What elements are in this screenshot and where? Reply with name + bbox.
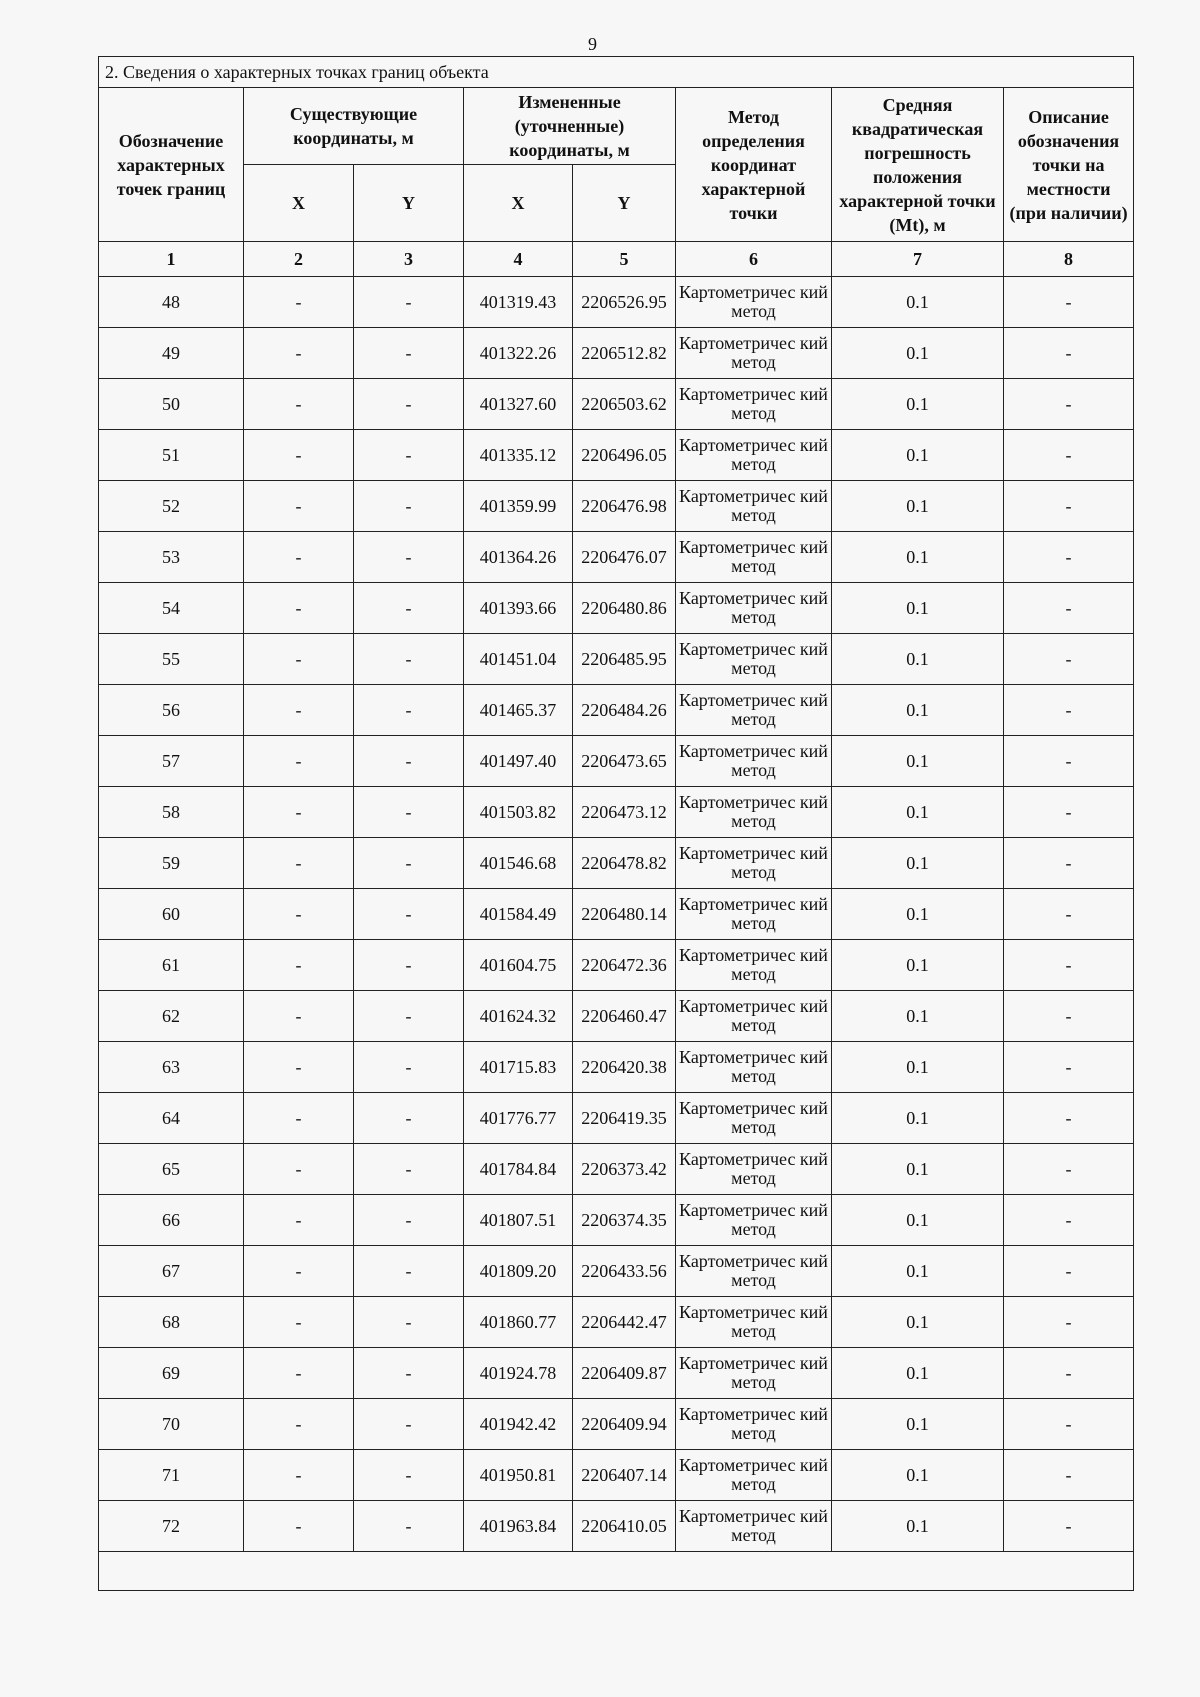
description-cell: -: [1004, 685, 1134, 736]
changed-y-cell: 2206473.65: [573, 736, 676, 787]
table-row: [99, 379, 1134, 430]
point-number-cell: 49: [99, 328, 244, 379]
changed-y-cell: 2206373.42: [573, 1144, 676, 1195]
existing-x-cell: -: [244, 277, 354, 328]
changed-y-cell: 2206496.05: [573, 430, 676, 481]
existing-x-cell: -: [244, 1399, 354, 1450]
method-cell: Картометричес кий метод: [676, 736, 832, 787]
existing-y-cell: -: [354, 1246, 464, 1297]
changed-x-cell: 401942.42: [464, 1399, 573, 1450]
existing-x-cell: -: [244, 685, 354, 736]
table-row: [99, 1501, 1134, 1552]
existing-x-cell: -: [244, 940, 354, 991]
existing-x-cell: -: [244, 481, 354, 532]
error-cell: 0.1: [832, 838, 1004, 889]
table-row: [99, 1399, 1134, 1450]
error-cell: 0.1: [832, 379, 1004, 430]
existing-x-cell: -: [244, 889, 354, 940]
description-cell: -: [1004, 1195, 1134, 1246]
changed-y-cell: 2206480.14: [573, 889, 676, 940]
error-cell: 0.1: [832, 1195, 1004, 1246]
method-cell: Картометричес кий метод: [676, 328, 832, 379]
description-cell: -: [1004, 532, 1134, 583]
changed-x-cell: 401604.75: [464, 940, 573, 991]
table-row: [99, 328, 1134, 379]
point-number-cell: 61: [99, 940, 244, 991]
existing-y-cell: -: [354, 277, 464, 328]
existing-y-cell: -: [354, 1348, 464, 1399]
existing-x-cell: -: [244, 1450, 354, 1501]
method-cell: Картометричес кий метод: [676, 991, 832, 1042]
column-number: 6: [676, 242, 832, 277]
description-cell: -: [1004, 583, 1134, 634]
point-number-cell: 60: [99, 889, 244, 940]
header-existing-coords: Существующие координаты, м: [244, 88, 464, 165]
description-cell: -: [1004, 1501, 1134, 1552]
changed-y-cell: 2206419.35: [573, 1093, 676, 1144]
description-cell: -: [1004, 379, 1134, 430]
existing-x-cell: -: [244, 1042, 354, 1093]
existing-y-cell: -: [354, 328, 464, 379]
point-number-cell: 58: [99, 787, 244, 838]
existing-y-cell: -: [354, 1042, 464, 1093]
changed-y-cell: 2206420.38: [573, 1042, 676, 1093]
header-method: Метод определения координат характерной точки: [676, 88, 832, 242]
existing-y-cell: -: [354, 430, 464, 481]
method-cell: Картометричес кий метод: [676, 940, 832, 991]
existing-x-cell: -: [244, 1144, 354, 1195]
existing-x-cell: -: [244, 532, 354, 583]
changed-x-cell: 401807.51: [464, 1195, 573, 1246]
point-number-cell: 65: [99, 1144, 244, 1195]
existing-y-cell: -: [354, 379, 464, 430]
method-cell: Картометричес кий метод: [676, 889, 832, 940]
existing-y-cell: -: [354, 787, 464, 838]
changed-x-cell: 401924.78: [464, 1348, 573, 1399]
existing-y-cell: -: [354, 1195, 464, 1246]
error-cell: 0.1: [832, 1348, 1004, 1399]
method-cell: Картометричес кий метод: [676, 634, 832, 685]
error-cell: 0.1: [832, 889, 1004, 940]
table-row: [99, 634, 1134, 685]
table-row: [99, 277, 1134, 328]
table-row: [99, 1195, 1134, 1246]
changed-x-cell: 401963.84: [464, 1501, 573, 1552]
column-number: 4: [464, 242, 573, 277]
table-row: [99, 787, 1134, 838]
changed-y-cell: 2206460.47: [573, 991, 676, 1042]
header-changed-x: X: [464, 165, 573, 242]
point-number-cell: 55: [99, 634, 244, 685]
changed-y-cell: 2206484.26: [573, 685, 676, 736]
method-cell: Картометричес кий метод: [676, 1144, 832, 1195]
changed-x-cell: 401364.26: [464, 532, 573, 583]
description-cell: -: [1004, 277, 1134, 328]
point-number-cell: 69: [99, 1348, 244, 1399]
description-cell: -: [1004, 634, 1134, 685]
method-cell: Картометричес кий метод: [676, 1246, 832, 1297]
changed-y-cell: 2206442.47: [573, 1297, 676, 1348]
error-cell: 0.1: [832, 787, 1004, 838]
empty-footer-row: [99, 1552, 1134, 1591]
existing-y-cell: -: [354, 991, 464, 1042]
method-cell: Картометричес кий метод: [676, 1501, 832, 1552]
changed-x-cell: 401809.20: [464, 1246, 573, 1297]
existing-x-cell: -: [244, 1246, 354, 1297]
error-cell: 0.1: [832, 685, 1004, 736]
error-cell: 0.1: [832, 1297, 1004, 1348]
point-number-cell: 70: [99, 1399, 244, 1450]
existing-y-cell: -: [354, 1450, 464, 1501]
column-number: 3: [354, 242, 464, 277]
method-cell: Картометричес кий метод: [676, 685, 832, 736]
error-cell: 0.1: [832, 1093, 1004, 1144]
changed-y-cell: 2206478.82: [573, 838, 676, 889]
changed-x-cell: 401322.26: [464, 328, 573, 379]
boundary-points-table: [98, 56, 1134, 1591]
table-row: [99, 889, 1134, 940]
existing-y-cell: -: [354, 1297, 464, 1348]
existing-x-cell: -: [244, 787, 354, 838]
existing-y-cell: -: [354, 532, 464, 583]
point-number-cell: 56: [99, 685, 244, 736]
changed-x-cell: 401503.82: [464, 787, 573, 838]
changed-y-cell: 2206526.95: [573, 277, 676, 328]
changed-y-cell: 2206473.12: [573, 787, 676, 838]
point-number-cell: 59: [99, 838, 244, 889]
point-number-cell: 62: [99, 991, 244, 1042]
existing-x-cell: -: [244, 1348, 354, 1399]
point-number-cell: 54: [99, 583, 244, 634]
method-cell: Картометричес кий метод: [676, 838, 832, 889]
method-cell: Картометричес кий метод: [676, 1093, 832, 1144]
point-number-cell: 53: [99, 532, 244, 583]
table-row: [99, 1042, 1134, 1093]
description-cell: -: [1004, 1042, 1134, 1093]
changed-x-cell: 401860.77: [464, 1297, 573, 1348]
point-number-cell: 71: [99, 1450, 244, 1501]
existing-y-cell: -: [354, 838, 464, 889]
table-row: [99, 430, 1134, 481]
table-row: [99, 481, 1134, 532]
column-number: 8: [1004, 242, 1134, 277]
changed-y-cell: 2206512.82: [573, 328, 676, 379]
description-cell: -: [1004, 838, 1134, 889]
description-cell: -: [1004, 1399, 1134, 1450]
changed-x-cell: 401784.84: [464, 1144, 573, 1195]
description-cell: -: [1004, 787, 1134, 838]
error-cell: 0.1: [832, 583, 1004, 634]
error-cell: 0.1: [832, 736, 1004, 787]
changed-x-cell: 401359.99: [464, 481, 573, 532]
description-cell: -: [1004, 991, 1134, 1042]
changed-x-cell: 401319.43: [464, 277, 573, 328]
header-changed-y: Y: [573, 165, 676, 242]
existing-x-cell: -: [244, 634, 354, 685]
error-cell: 0.1: [832, 1042, 1004, 1093]
existing-x-cell: -: [244, 838, 354, 889]
changed-x-cell: 401327.60: [464, 379, 573, 430]
changed-x-cell: 401546.68: [464, 838, 573, 889]
existing-y-cell: -: [354, 1093, 464, 1144]
table-row: [99, 532, 1134, 583]
changed-y-cell: 2206476.07: [573, 532, 676, 583]
description-cell: -: [1004, 940, 1134, 991]
existing-x-cell: -: [244, 991, 354, 1042]
point-number-cell: 57: [99, 736, 244, 787]
method-cell: Картометричес кий метод: [676, 1195, 832, 1246]
changed-x-cell: 401497.40: [464, 736, 573, 787]
point-number-cell: 67: [99, 1246, 244, 1297]
changed-x-cell: 401776.77: [464, 1093, 573, 1144]
changed-x-cell: 401465.37: [464, 685, 573, 736]
changed-y-cell: 2206409.94: [573, 1399, 676, 1450]
header-existing-x: X: [244, 165, 354, 242]
changed-y-cell: 2206472.36: [573, 940, 676, 991]
existing-x-cell: -: [244, 1093, 354, 1144]
error-cell: 0.1: [832, 940, 1004, 991]
changed-x-cell: 401584.49: [464, 889, 573, 940]
existing-y-cell: -: [354, 889, 464, 940]
method-cell: Картометричес кий метод: [676, 1348, 832, 1399]
method-cell: Картометричес кий метод: [676, 532, 832, 583]
changed-x-cell: 401335.12: [464, 430, 573, 481]
point-number-cell: 63: [99, 1042, 244, 1093]
changed-y-cell: 2206480.86: [573, 583, 676, 634]
changed-y-cell: 2206476.98: [573, 481, 676, 532]
point-number-cell: 52: [99, 481, 244, 532]
table-row: [99, 940, 1134, 991]
header-designation: Обозначение характерных точек границ: [99, 88, 244, 242]
method-cell: Картометричес кий метод: [676, 430, 832, 481]
changed-y-cell: 2206485.95: [573, 634, 676, 685]
method-cell: Картометричес кий метод: [676, 1399, 832, 1450]
description-cell: -: [1004, 481, 1134, 532]
method-cell: Картометричес кий метод: [676, 1450, 832, 1501]
method-cell: Картометричес кий метод: [676, 277, 832, 328]
changed-x-cell: 401451.04: [464, 634, 573, 685]
description-cell: -: [1004, 1348, 1134, 1399]
table-row: [99, 685, 1134, 736]
description-cell: -: [1004, 736, 1134, 787]
point-number-cell: 50: [99, 379, 244, 430]
column-number: 7: [832, 242, 1004, 277]
header-description: Описание обозначения точки на местности (при наличии): [1004, 88, 1134, 242]
changed-y-cell: 2206407.14: [573, 1450, 676, 1501]
method-cell: Картометричес кий метод: [676, 1297, 832, 1348]
description-cell: -: [1004, 1297, 1134, 1348]
error-cell: 0.1: [832, 328, 1004, 379]
method-cell: Картометричес кий метод: [676, 379, 832, 430]
column-number: 2: [244, 242, 354, 277]
error-cell: 0.1: [832, 1501, 1004, 1552]
point-number-cell: 72: [99, 1501, 244, 1552]
changed-y-cell: 2206409.87: [573, 1348, 676, 1399]
changed-x-cell: 401393.66: [464, 583, 573, 634]
existing-x-cell: -: [244, 328, 354, 379]
method-cell: Картометричес кий метод: [676, 1042, 832, 1093]
existing-y-cell: -: [354, 736, 464, 787]
error-cell: 0.1: [832, 634, 1004, 685]
table-row: [99, 1348, 1134, 1399]
header-changed-coords: Измененные (уточненные) координаты, м: [464, 88, 676, 165]
table-row: [99, 583, 1134, 634]
existing-y-cell: -: [354, 583, 464, 634]
method-cell: Картометричес кий метод: [676, 583, 832, 634]
error-cell: 0.1: [832, 1450, 1004, 1501]
existing-x-cell: -: [244, 379, 354, 430]
column-number: 5: [573, 242, 676, 277]
description-cell: -: [1004, 889, 1134, 940]
error-cell: 0.1: [832, 1144, 1004, 1195]
column-number: 1: [99, 242, 244, 277]
changed-x-cell: 401624.32: [464, 991, 573, 1042]
changed-x-cell: 401950.81: [464, 1450, 573, 1501]
existing-y-cell: -: [354, 1144, 464, 1195]
error-cell: 0.1: [832, 1399, 1004, 1450]
changed-y-cell: 2206433.56: [573, 1246, 676, 1297]
point-number-cell: 48: [99, 277, 244, 328]
existing-y-cell: -: [354, 1501, 464, 1552]
changed-y-cell: 2206374.35: [573, 1195, 676, 1246]
error-cell: 0.1: [832, 481, 1004, 532]
point-number-cell: 64: [99, 1093, 244, 1144]
existing-y-cell: -: [354, 634, 464, 685]
existing-x-cell: -: [244, 736, 354, 787]
table-body: [99, 277, 1134, 1552]
existing-x-cell: -: [244, 1297, 354, 1348]
existing-y-cell: -: [354, 481, 464, 532]
header-existing-y: Y: [354, 165, 464, 242]
description-cell: -: [1004, 1450, 1134, 1501]
changed-y-cell: 2206503.62: [573, 379, 676, 430]
description-cell: -: [1004, 1246, 1134, 1297]
description-cell: -: [1004, 328, 1134, 379]
error-cell: 0.1: [832, 532, 1004, 583]
table-row: [99, 1297, 1134, 1348]
existing-y-cell: -: [354, 1399, 464, 1450]
error-cell: 0.1: [832, 991, 1004, 1042]
point-number-cell: 68: [99, 1297, 244, 1348]
table-row: [99, 1246, 1134, 1297]
table-row: [99, 736, 1134, 787]
table-row: [99, 1144, 1134, 1195]
section-title: 2. Сведения о характерных точках границ объекта: [99, 57, 1134, 88]
table-row: [99, 991, 1134, 1042]
existing-x-cell: -: [244, 430, 354, 481]
method-cell: Картометричес кий метод: [676, 787, 832, 838]
existing-x-cell: -: [244, 1195, 354, 1246]
error-cell: 0.1: [832, 277, 1004, 328]
changed-y-cell: 2206410.05: [573, 1501, 676, 1552]
existing-x-cell: -: [244, 1501, 354, 1552]
table-row: [99, 1093, 1134, 1144]
changed-x-cell: 401715.83: [464, 1042, 573, 1093]
description-cell: -: [1004, 1144, 1134, 1195]
header-error: Средняя квадратическая погрешность положения характерной точки (Mt), м: [832, 88, 1004, 242]
error-cell: 0.1: [832, 1246, 1004, 1297]
table-row: [99, 1450, 1134, 1501]
point-number-cell: 66: [99, 1195, 244, 1246]
page-number: 9: [588, 34, 597, 54]
error-cell: 0.1: [832, 430, 1004, 481]
description-cell: -: [1004, 430, 1134, 481]
point-number-cell: 51: [99, 430, 244, 481]
existing-y-cell: -: [354, 940, 464, 991]
existing-y-cell: -: [354, 685, 464, 736]
table-row: [99, 838, 1134, 889]
existing-x-cell: -: [244, 583, 354, 634]
description-cell: -: [1004, 1093, 1134, 1144]
method-cell: Картометричес кий метод: [676, 481, 832, 532]
